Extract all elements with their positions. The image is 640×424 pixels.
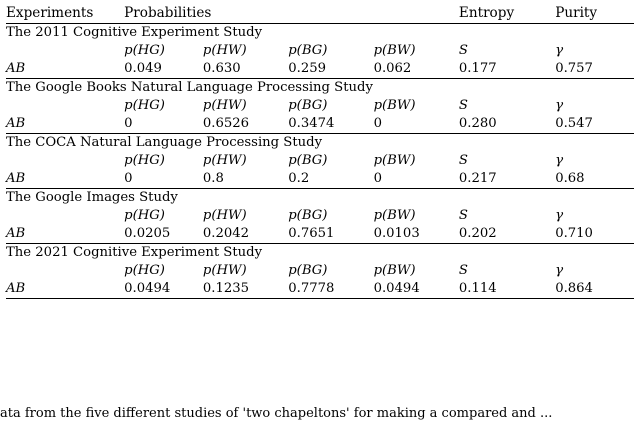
cell-p-bw: 0 (373, 171, 382, 186)
subheader-purity: γ (555, 43, 564, 58)
cell-p-bg: 0.2 (288, 171, 310, 186)
header-probabilities: Probabilities (124, 4, 459, 24)
cell-p-bg: 0.7651 (288, 226, 335, 241)
figure-caption: ata from the five different studies of 'two chapeltons' for making a compared and ... (0, 406, 553, 421)
subheader-entropy: S (458, 208, 468, 223)
cell-p-hg: 0 (124, 116, 133, 131)
subheader-p-hg: p(HG) (124, 98, 165, 113)
cell-entropy: 0.280 (458, 116, 497, 131)
header-entropy: Entropy (459, 4, 555, 24)
cell-p-hw: 0.6526 (202, 116, 250, 131)
cell-purity: 0.68 (555, 171, 585, 186)
cell-p-hw: 0.2042 (202, 226, 250, 241)
section-subheader-row (6, 152, 634, 170)
section-title-row (6, 244, 634, 263)
results-table (6, 4, 634, 301)
cell-p-bw: 0.062 (373, 61, 412, 76)
section-title-row (6, 24, 634, 43)
subheader-p-bw: p(BW) (373, 43, 416, 58)
table-row (6, 60, 634, 79)
section-subheader-row (6, 42, 634, 60)
section-title: The COCA Natural Language Processing Study (6, 134, 634, 153)
table-row (6, 280, 634, 299)
subheader-p-bg: p(BG) (288, 208, 328, 223)
subheader-entropy: S (458, 153, 468, 168)
subheader-p-bg: p(BG) (288, 43, 328, 58)
table-bottom-rule-row (6, 299, 634, 302)
subheader-p-bw: p(BW) (373, 263, 416, 278)
subheader-p-bw: p(BW) (373, 153, 416, 168)
section-subheader-row (6, 207, 634, 225)
cell-p-hg: 0 (124, 171, 133, 186)
table-row (6, 225, 634, 244)
subheader-p-hw: p(HW) (202, 208, 247, 223)
subheader-p-hg: p(HG) (124, 43, 165, 58)
table-header-row (6, 4, 634, 24)
subheader-p-hw: p(HW) (202, 98, 247, 113)
section-subheader-row (6, 97, 634, 115)
section-title-row (6, 134, 634, 153)
spacer-cell (6, 152, 124, 170)
subheader-p-bg: p(BG) (288, 153, 328, 168)
subheader-purity: γ (555, 263, 564, 278)
section-title: The Google Images Study (6, 189, 634, 208)
cell-p-hg: 0.0205 (124, 226, 171, 241)
bottom-rule (6, 299, 634, 302)
cell-p-hg: 0.0494 (124, 281, 171, 296)
subheader-p-hw: p(HW) (202, 153, 247, 168)
section-title: The 2021 Cognitive Experiment Study (6, 244, 634, 263)
cell-entropy: 0.177 (458, 61, 497, 76)
cell-p-bw: 0.0494 (373, 281, 420, 296)
subheader-p-bg: p(BG) (288, 98, 328, 113)
cell-purity: 0.547 (555, 116, 593, 131)
section-subheader-row (6, 262, 634, 280)
subheader-purity: γ (555, 153, 564, 168)
cell-p-bw: 0.0103 (373, 226, 420, 241)
cell-p-hw: 0.630 (202, 61, 241, 76)
row-label: AB (6, 171, 26, 186)
cell-p-bw: 0 (373, 116, 382, 131)
cell-p-hg: 0.049 (124, 61, 162, 76)
spacer-cell (6, 262, 124, 280)
subheader-purity: γ (555, 98, 564, 113)
subheader-entropy: S (458, 263, 468, 278)
subheader-p-bw: p(BW) (373, 98, 416, 113)
header-experiments: Experiments (6, 4, 124, 24)
table-row (6, 170, 634, 189)
header-purity: Purity (555, 4, 634, 24)
cell-purity: 0.757 (555, 61, 593, 76)
subheader-p-bw: p(BW) (373, 208, 416, 223)
row-label: AB (6, 61, 26, 76)
spacer-cell (6, 42, 124, 60)
subheader-p-hw: p(HW) (202, 43, 247, 58)
cell-entropy: 0.202 (458, 226, 497, 241)
cell-p-bg: 0.259 (288, 61, 326, 76)
subheader-p-bg: p(BG) (288, 263, 328, 278)
cell-purity: 0.864 (555, 281, 593, 296)
subheader-entropy: S (458, 43, 468, 58)
row-label: AB (6, 226, 26, 241)
subheader-purity: γ (555, 208, 564, 223)
cell-p-bg: 0.7778 (288, 281, 335, 296)
cell-purity: 0.710 (555, 226, 593, 241)
cell-entropy: 0.114 (458, 281, 497, 296)
subheader-p-hg: p(HG) (124, 208, 165, 223)
section-title: The Google Books Natural Language Processing Study (6, 79, 634, 98)
subheader-p-hg: p(HG) (124, 263, 165, 278)
table-row (6, 115, 634, 134)
cell-p-bg: 0.3474 (288, 116, 335, 131)
cell-p-hw: 0.1235 (202, 281, 250, 296)
row-label: AB (6, 116, 26, 131)
spacer-cell (6, 97, 124, 115)
section-title-row (6, 79, 634, 98)
subheader-p-hw: p(HW) (202, 263, 247, 278)
subheader-entropy: S (458, 98, 468, 113)
spacer-cell (6, 207, 124, 225)
cell-p-hw: 0.8 (202, 171, 224, 186)
section-title: The 2011 Cognitive Experiment Study (6, 24, 634, 43)
cell-entropy: 0.217 (458, 171, 497, 186)
row-label: AB (6, 281, 26, 296)
subheader-p-hg: p(HG) (124, 153, 165, 168)
section-title-row (6, 189, 634, 208)
